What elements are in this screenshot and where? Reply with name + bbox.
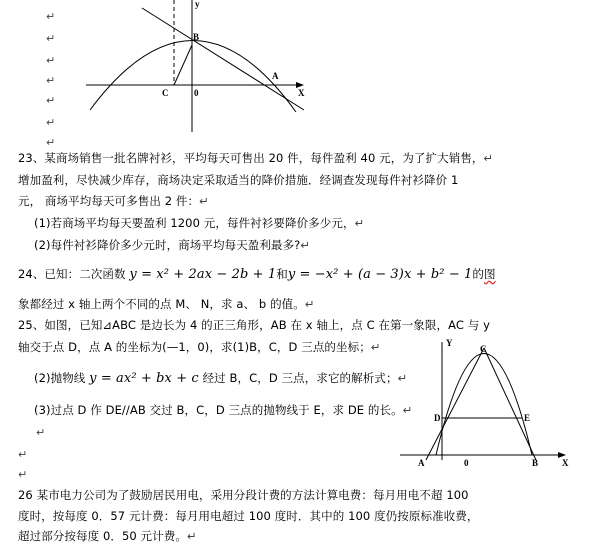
q23-line-2: 增加盈利，尽快减少库存，商场决定采取适当的降价措施．经调查发现每件衬衫降价 1 [18, 173, 459, 187]
fig2-label-e: E [524, 413, 531, 423]
q26-line-3: 超过部分按每度 0．50 元计费。↵ [18, 529, 197, 543]
return-mark: ↵ [46, 32, 56, 45]
return-mark: ↵ [46, 54, 56, 67]
fig2-label-a: A [418, 458, 425, 468]
q26-line-2: 度时，按每度 0．57 元计费：每月用电超过 100 度时．其中的 100 度仍按原标准收费， [18, 509, 479, 523]
fig2-label-y: Y [446, 338, 453, 348]
q25-sub-2: (2)抛物线 y = ax² + bx + c 经过 B，C，D 三点，求它的解析式；↵ [34, 371, 408, 386]
return-mark: ↵ [46, 94, 56, 107]
fig2-label-c: C [480, 344, 487, 354]
q23-sub-2: (2)每件衬衫降价多少元时，商场平均每天盈利最多?↵ [34, 238, 311, 252]
return-mark: ↵ [46, 10, 56, 23]
q25-line-2: 轴交于点 D，点 A 的坐标为(—1，0)，求(1)B，C，D 三点的坐标；↵ [18, 340, 381, 354]
q24-formula-2: y = −x² + (a − 3)x + b² − 1 [287, 267, 473, 282]
fig2-label-b: B [532, 458, 539, 468]
q23-sub-1: (1)若商场平均每天要盈利 1200 元，每件衬衫要降价多少元，↵ [34, 216, 365, 230]
q24-line-2: 象都经过 x 轴上两个不同的点 M、 N，求 a、 b 的值。↵ [18, 297, 315, 311]
q24-line-1: 24、已知：二次函数 y = x² + 2ax − 2b + 1和y = −x² + (a − 3)x + b² − 1的图 [18, 267, 496, 282]
figure-parabola-2 [396, 338, 576, 468]
q23-line-1: 23、某商场销售一批名牌衬衫，平均每天可售出 20 件，每件盈利 40 元，为了扩大销售，↵ [18, 151, 494, 165]
fig2-label-x: X [562, 458, 569, 468]
return-mark: ↵ [36, 426, 46, 439]
fig1-label-o: 0 [194, 88, 199, 98]
fig1-label-b: B [193, 32, 200, 42]
fig2-label-o: 0 [464, 458, 469, 468]
fig1-label-c: C [162, 88, 169, 98]
q26-line-1: 26 某市电力公司为了鼓励居民用电，采用分段计费的方法计算电费：每月用电不超 100 [18, 488, 469, 502]
return-mark: ↵ [18, 468, 28, 481]
return-mark: ↵ [46, 116, 56, 129]
return-mark: ↵ [18, 448, 28, 461]
return-mark: ↵ [46, 74, 56, 87]
fig1-label-x: X [298, 88, 305, 98]
q24-formula-1: y = x² + 2ax − 2b + 1 [129, 267, 277, 282]
q25-formula: y = ax² + bx + c [89, 371, 199, 386]
fig1-label-a: A [272, 71, 279, 81]
q23-line-3: 元， 商场平均每天可多售出 2 件：↵ [18, 194, 209, 208]
q25-sub-3: (3)过点 D 作 DE//AB 交过 B，C，D 三点的抛物线于 E，求 DE 的长。↵ [34, 403, 413, 417]
fig2-label-d: D [434, 413, 441, 423]
figure-parabola-1 [82, 0, 322, 140]
fig1-label-y: y [195, 0, 200, 9]
q25-line-1: 25、如图，已知⊿ABC 是边长为 4 的正三角形，AB 在 x 轴上，点 C 在第一象限，AC 与 y [18, 318, 491, 332]
return-mark: ↵ [46, 136, 56, 149]
